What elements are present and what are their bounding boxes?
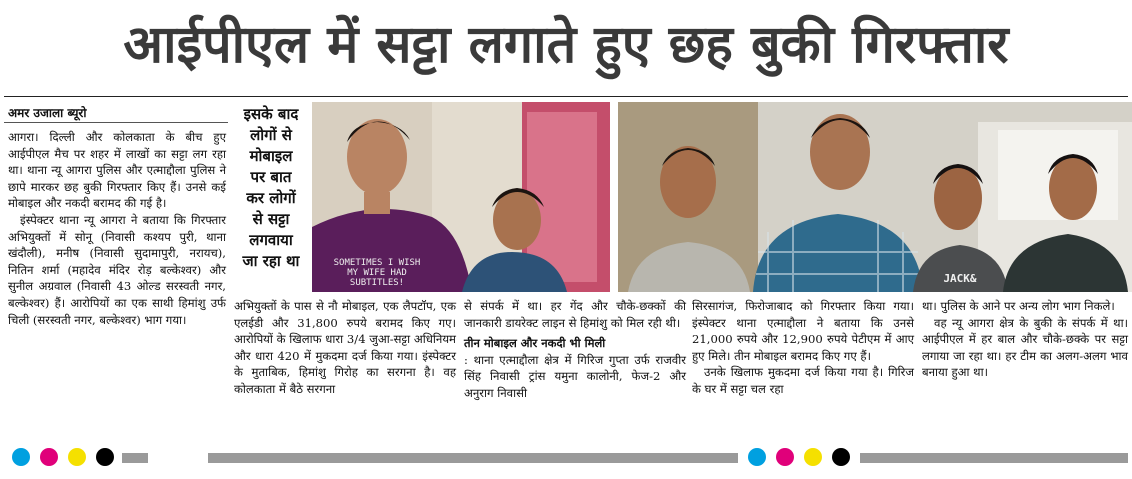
paragraph: आगरा। दिल्ली और कोलकाता के बीच हुए आईपीएल मैच पर शहर में लाखों का सट्टा लग रहा था। थाना न्यू आगरा पुलिस और एत्माद्दौला पुलिस ने छापे मारकर छह बुकी गिरफ्तार किए हैं। उनसे कई मोबाइल और नकदी बरामद की गई है। [8, 130, 226, 211]
article-column-2 [234, 298, 456, 398]
cyan-mark [12, 448, 30, 466]
gray-bar [122, 453, 148, 463]
photo-two-accused [312, 102, 610, 292]
article-column-1 [8, 129, 226, 328]
gray-bar [860, 453, 1128, 463]
cyan-mark [748, 448, 766, 466]
yellow-mark [804, 448, 822, 466]
subheading: तीन मोबाइल और नकदी भी मिली [464, 336, 606, 351]
shirt-line: SOMETIMES I WISH [333, 258, 421, 268]
caption-line: कर लोगों [246, 189, 296, 207]
registration-marks [0, 446, 1132, 470]
magenta-mark [40, 448, 58, 466]
shirt-text [322, 258, 432, 288]
shirt-line: SUBTITLES! [349, 278, 405, 288]
paragraph: वह न्यू आगरा क्षेत्र के बुकी के संपर्क में था। आईपीएल में हर बाल और चौके-छक्के पर सट्टा लगाया जा रहा था। हर टीम का अलग-अलग भाव बनाया हुआ था। [922, 315, 1128, 380]
caption-line: मोबाइल [249, 147, 293, 165]
caption-line: जा रहा था [242, 252, 300, 270]
paragraph: से संपर्क में था। हर गेंद और चौके-छक्कों की जानकारी डायरेक्ट लाइन से हिमांशु को मिल रही थी। [464, 299, 686, 330]
yellow-mark [68, 448, 86, 466]
paragraph: सिरसागंज, फिरोजाबाद को गिरफ्तार किया गया। इंस्पेक्टर थाना एत्माद्दौला ने बताया कि उनसे 21,000 रुपये और 12,900 रुपये पेटीएम में आए हुए मिले। तीन मोबाइल बरामद किए गए हैं। [692, 299, 914, 363]
caption-line: से सट्टा [252, 210, 290, 228]
paragraph: : थाना एत्माद्दौला क्षेत्र में गिरिज गुप्ता उर्फ राजवीर सिंह निवासी ट्रांस यमुना कालोनी, फेज-2 और अनुराग निवासी [464, 352, 686, 400]
magenta-mark [776, 448, 794, 466]
caption-line: इसके बाद [243, 105, 299, 123]
headline: आईपीएल में सट्टा लगाते हुए छह बुकी गिरफ्तार [123, 15, 1009, 75]
paragraph: था। पुलिस के आने पर अन्य लोग भाग निकले। [922, 299, 1115, 313]
photo-illustration [618, 102, 1132, 292]
black-mark [832, 448, 850, 466]
caption-line: लोगों से [250, 126, 292, 144]
paragraph: इंस्पेक्टर थाना न्यू आगरा ने बताया कि गिरफ्तार अभियुक्तों में सोनू (निवासी कश्यप पुरी, थाना खंदौली), मनीष (निवासी सुदामापुरी, नरायच), नितिन शर्मा (महादेव मंदिर रोड़ बल्केश्वर) और सुनील अग्रवाल (निवासी 43 ओल्ड सरस्वती नगर, बल्केश्वर) हैं। आरोपियों का एक साथी हिमांशु उर्फ चिली (सरस्वती नगर, बल्केश्वर) भाग गया। [8, 212, 226, 327]
paragraph: उनके खिलाफ मुकदमा दर्ज किया गया है। गिरिज के घर में सट्टा चल रहा [692, 365, 914, 396]
shirt-line: MY WIFE HAD [347, 268, 407, 278]
article-column-5 [922, 298, 1128, 381]
byline-rule [4, 122, 228, 123]
byline: अमर उजाला ब्यूरो [8, 106, 87, 120]
article-column-3 [464, 298, 686, 402]
gray-bar [208, 453, 738, 463]
black-mark [96, 448, 114, 466]
photo-caption [232, 104, 310, 292]
article-column-4 [692, 298, 914, 398]
caption-line: पर बात [250, 168, 292, 186]
shirt-text: JACK& [943, 272, 977, 285]
caption-line: लगवाया [249, 231, 293, 249]
paragraph: अभियुक्तों के पास से नौ मोबाइल, एक लैपटॉप, एक एलईडी और 31,800 रुपये बरामद किए गए। आरोपियों के खिलाफ धारा 3/4 जुआ-सट्टा अधिनियम और धारा 420 में मुकदमा दर्ज किया गया। इंस्पेक्टर के मुताबिक, हिमांशु गिरोह का सरगना है। वह कोलकाता में बैठे सरगना [234, 299, 456, 396]
top-rule [4, 96, 1128, 97]
photo-four-accused [618, 102, 1132, 292]
